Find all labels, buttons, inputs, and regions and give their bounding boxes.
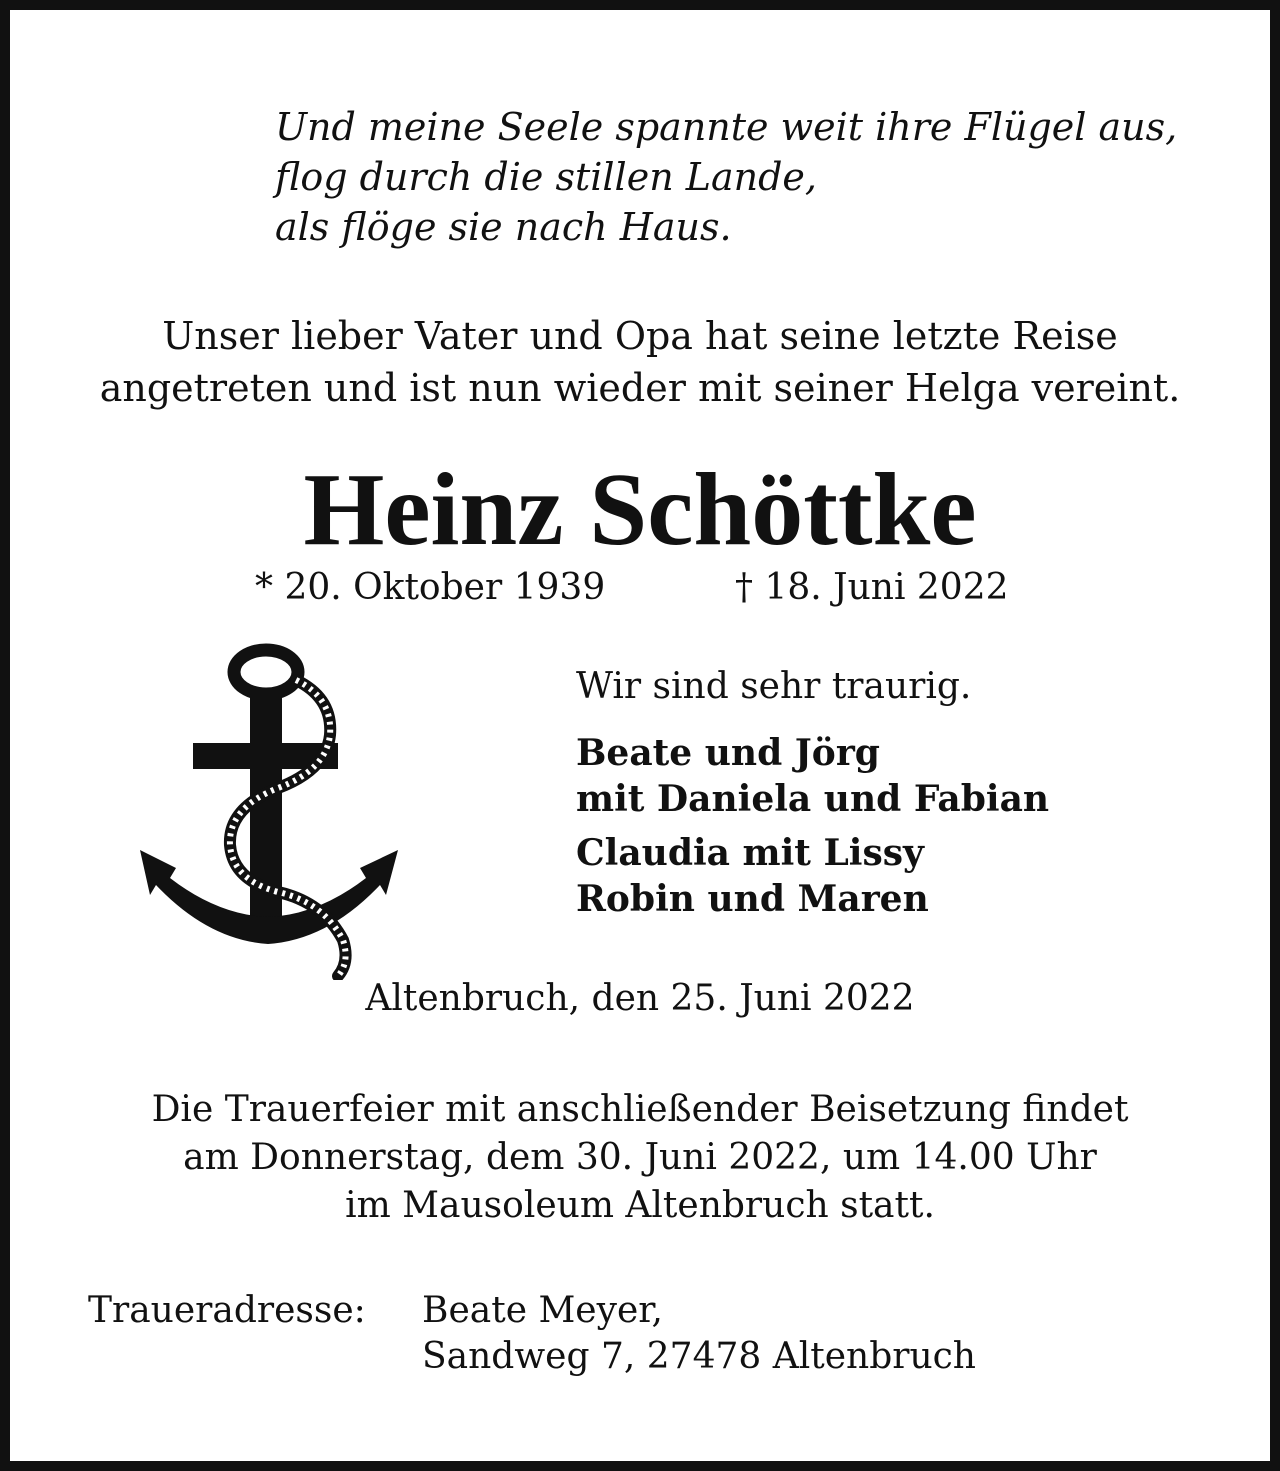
family-line: Claudia mit Lissy <box>576 832 924 874</box>
intro-line: angetreten und ist nun wieder mit seiner Helga vereint. <box>99 366 1181 410</box>
poem-line: Und meine Seele spannte weit ihre Flügel aus, <box>275 105 1178 149</box>
family-group <box>576 830 1049 922</box>
funeral-service-info <box>10 1086 1270 1230</box>
service-line: im Mausoleum Altenbruch statt. <box>345 1185 935 1226</box>
mourning-statement: Wir sind sehr traurig. <box>576 666 972 707</box>
intro-line: Unser lieber Vater und Opa hat seine letzte Reise <box>162 314 1118 358</box>
family-line: mit Daniela und Fabian <box>576 778 1050 820</box>
address-label: Traueradresse: <box>88 1290 366 1331</box>
family-group <box>576 730 1049 822</box>
service-line: am Donnerstag, dem 30. Juni 2022, um 14.00 Uhr <box>183 1137 1097 1178</box>
service-line: Die Trauerfeier mit anschließender Beisetzung findet <box>151 1089 1129 1130</box>
family-names <box>576 730 1049 930</box>
anchor-with-rope-icon <box>118 640 418 980</box>
address-line: Sandweg 7, 27478 Altenbruch <box>422 1336 976 1377</box>
intro-text <box>10 310 1270 414</box>
family-line: Robin und Maren <box>576 878 929 920</box>
poem-line: flog durch die stillen Lande, <box>275 155 818 199</box>
birth-date: * 20. Oktober 1939 <box>255 567 606 608</box>
poem-line: als flöge sie nach Haus. <box>275 205 732 249</box>
family-line: Beate und Jörg <box>576 732 880 774</box>
place-and-date: Altenbruch, den 25. Juni 2022 <box>365 978 915 1019</box>
deceased-name: Heinz Schöttke <box>303 452 977 567</box>
death-date: † 18. Juni 2022 <box>735 567 1009 608</box>
mourning-address <box>422 1288 976 1380</box>
address-line: Beate Meyer, <box>422 1290 663 1331</box>
poem-verse <box>275 102 1177 252</box>
